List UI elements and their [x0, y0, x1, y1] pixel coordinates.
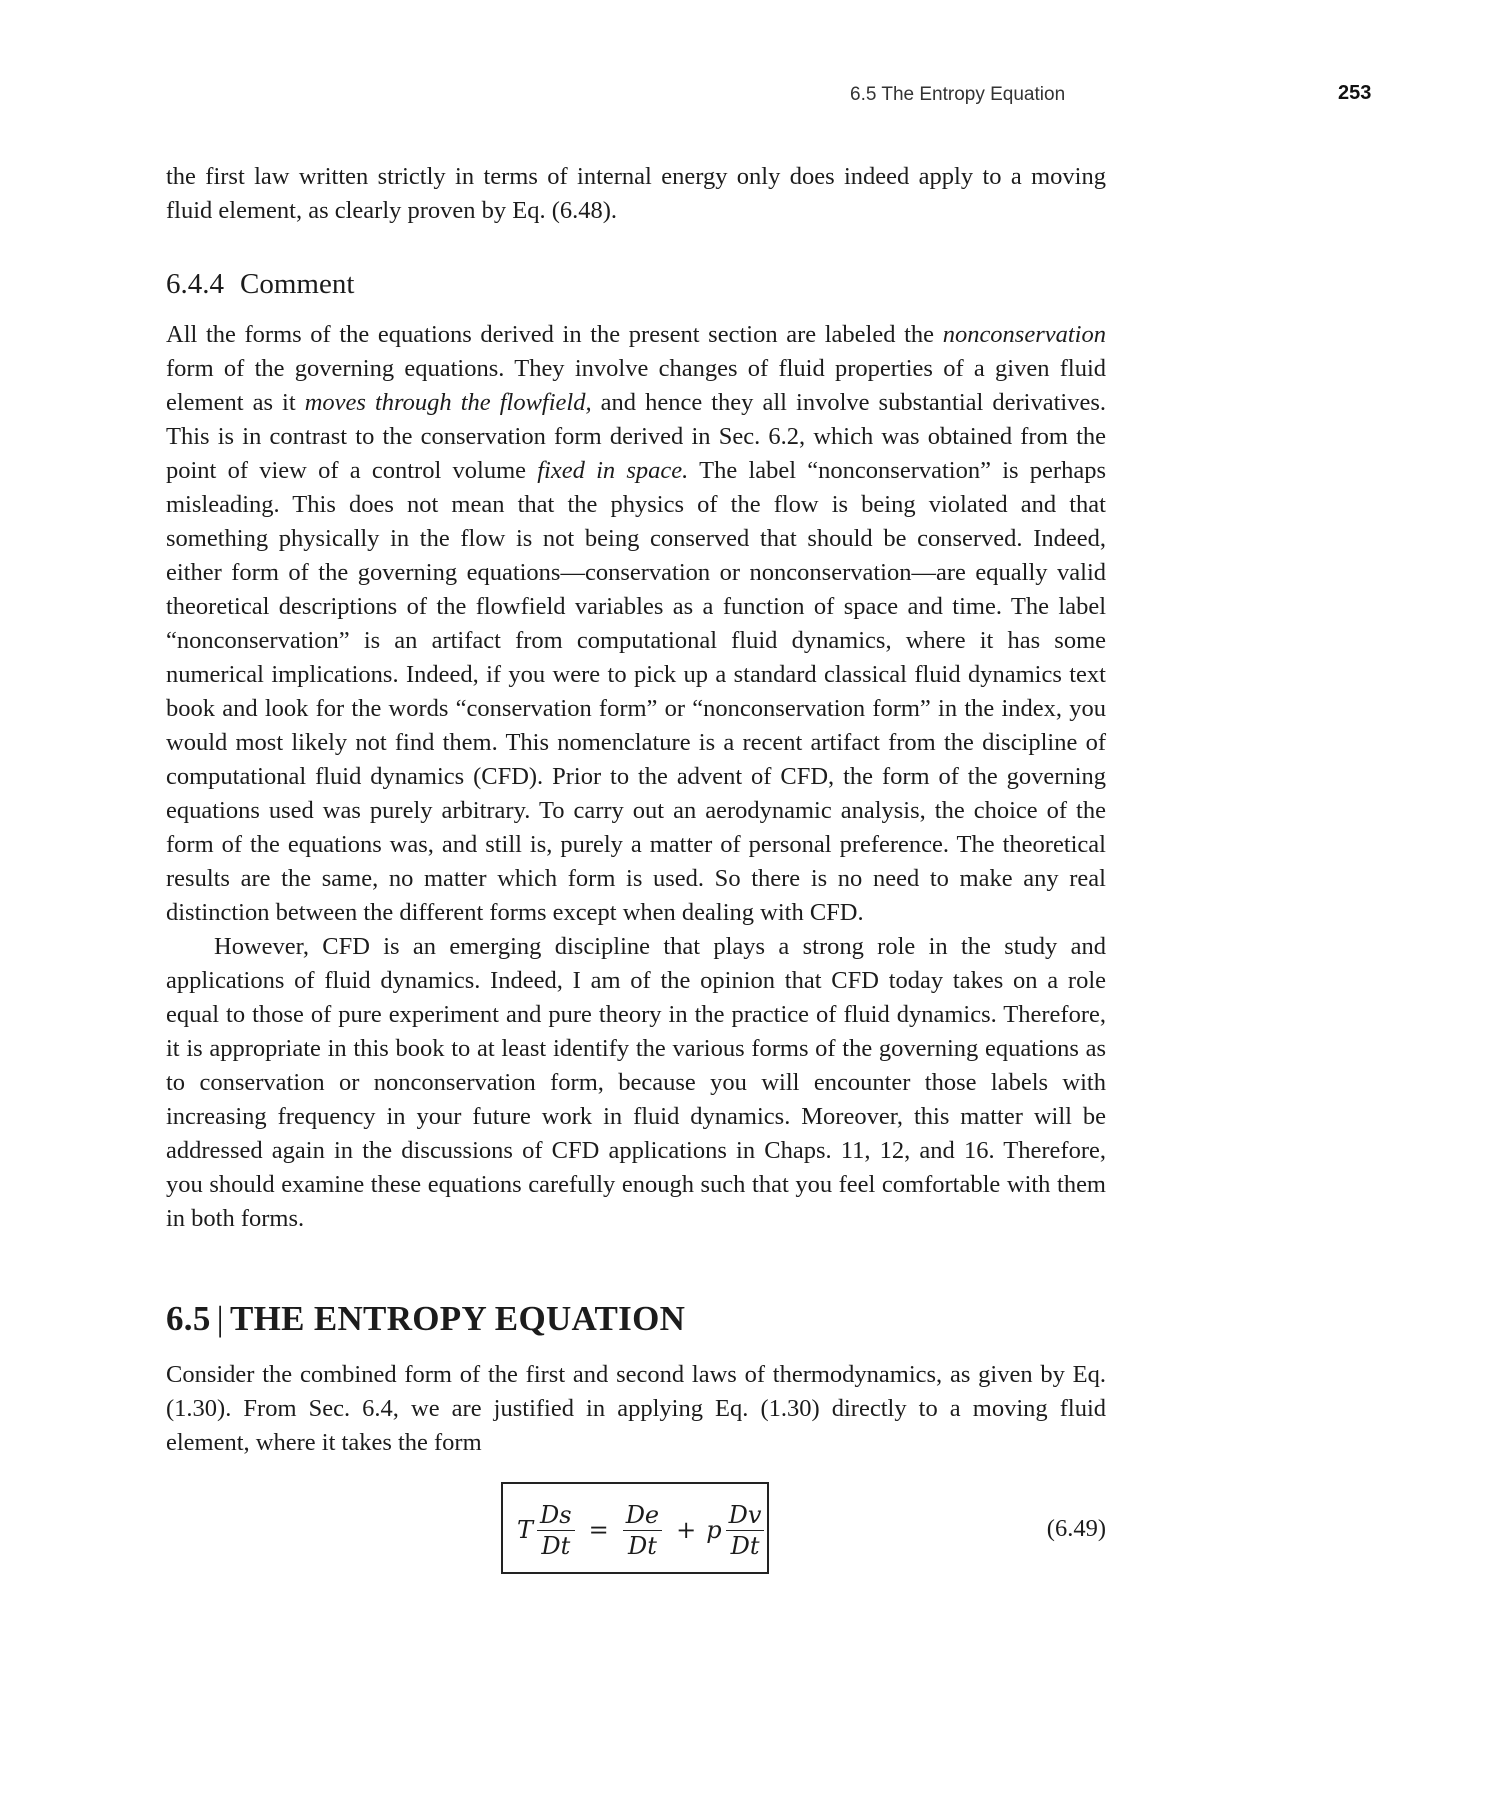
text-run: form of the governing equations. They involve changes of fluid properties of a given fluid element as it [166, 355, 1106, 416]
text-run: The label “nonconservation” is perhaps misleading. This does not mean that the physics of the flow is being violated and that something physically in the flow is not being conserved that should be conserved. Indeed, either form of the governing equations—conservation or nonconservation—are equally valid theoretical descriptions of the flowfield variables as a function of space and time. The label “nonconservation” is an artifact from computational fluid dynamics, where it has some numerical implications. Indeed, if you were to pick up a standard classical fluid dynamics text book and look for the words “conservation form” or “nonconservation form” in the index, you would most likely not find them. This nomenclature is a recent artifact from the discipline of computational fluid dynamics (CFD). Prior to the advent of CFD, the form of the governing equations used was purely arbitrary. To carry out an aerodynamic analysis, the choice of the form of the equations was, and still is, purely a matter of personal preference. The theoretical results are the same, no matter which form is used. So there is no need to make any real distinction between the different forms except when dealing with CFD. [166, 457, 1106, 926]
eq-coefficient-p: p [706, 1516, 722, 1544]
eq-denominator: Dt [627, 1531, 657, 1560]
equation [517, 1494, 768, 1566]
page-body [166, 160, 1106, 1582]
comment-paragraph-2: However, CFD is an emerging discipline that plays a strong role in the study and applications of fluid dynamics. Indeed, I am of the opinion that CFD today takes on a role equal to those of pure experiment and pure theory in the practice of fluid dynamics. Therefore, it is appropriate in this book to at least identify the various forms of the governing equations as to conservation or nonconservation form, because you will encounter those labels with increasing frequency in your future work in fluid dynamics. Moreover, this matter will be addressed again in the discussions of CFD applications in Chaps. 11, 12, and 16. Therefore, you should examine these equations carefully enough such that you feel comfortable with them in both forms. [166, 933, 1106, 1232]
subsection-number: 6.4.4 [166, 268, 224, 300]
eq-denominator: Dt [541, 1531, 571, 1560]
eq-fraction-ds-dt [537, 1500, 575, 1561]
text-run: All the forms of the equations derived in the present section are labeled the [166, 321, 943, 348]
section-paragraph: Consider the combined form of the first and second laws of thermodynamics, as given by Eq. (1.30). From Sec. 6.4, we are justified in applying Eq. (1.30) directly to a moving fluid element, where it takes the form [166, 1361, 1106, 1456]
emphasis-nonconservation: nonconservation [942, 321, 1106, 348]
comment-paragraph-1 [166, 318, 1106, 930]
eq-plus: + [676, 1516, 697, 1544]
eq-denominator: Dt [730, 1531, 760, 1560]
eq-coefficient-T: T [517, 1516, 534, 1544]
eq-numerator: Dv [726, 1500, 765, 1531]
eq-fraction-dv-dt [726, 1500, 765, 1561]
eq-numerator: Ds [537, 1500, 575, 1531]
equation-row [166, 1482, 1106, 1582]
page-number: 253 [1338, 82, 1372, 104]
eq-fraction-de-dt [623, 1500, 662, 1561]
eq-numerator: De [623, 1500, 662, 1531]
intro-paragraph: the first law written strictly in terms of internal energy only does indeed apply to a moving fluid element, as clearly proven by Eq. (6.48). [166, 163, 1106, 224]
subsection-title: Comment [240, 268, 355, 300]
equation-number: (6.49) [1046, 1515, 1106, 1542]
section-separator: | [216, 1299, 224, 1338]
emphasis-fixed-in-space: fixed in space. [537, 457, 689, 484]
emphasis-moves-through-flowfield: moves through the flowfield, [304, 389, 592, 416]
section-title: THE ENTROPY EQUATION [229, 1299, 686, 1338]
subsection-heading [166, 266, 1106, 302]
running-head: 6.5 The Entropy Equation [850, 84, 1066, 105]
section-number: 6.5 [166, 1299, 211, 1338]
equation-box [501, 1482, 769, 1574]
section-heading [166, 1298, 1106, 1340]
eq-equals: = [588, 1516, 609, 1544]
text-run: and hence they all involve substantial derivatives. This is in contrast to the conservation form derived in Sec. 6.2, which was obtained from the point of view of a control volume [166, 389, 1106, 484]
